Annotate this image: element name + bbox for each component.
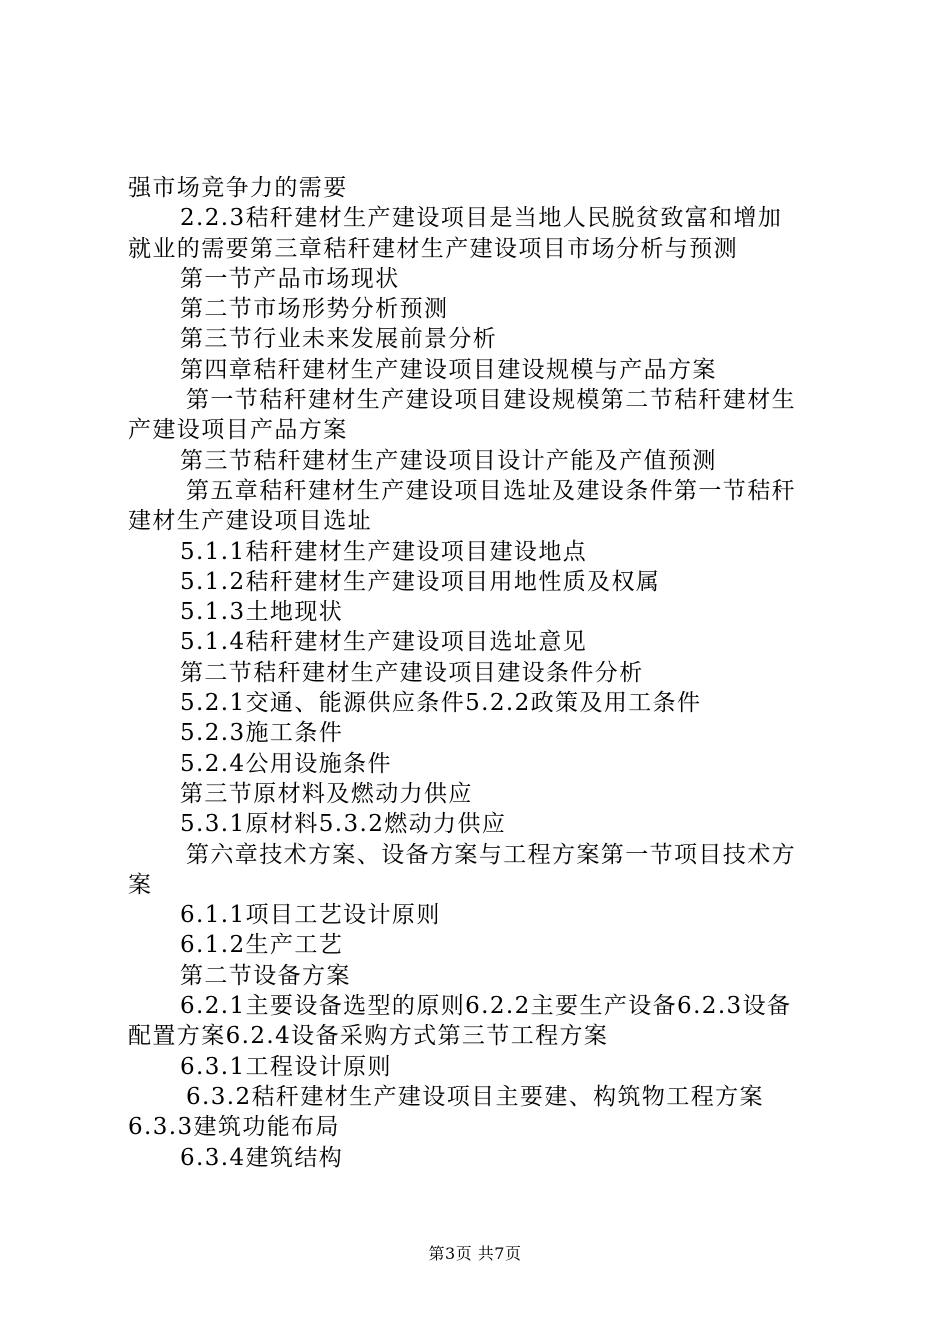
text-line-8: 第一节秸秆建材生产建设项目建设规模第二节秸秆建材生 (186, 387, 796, 414)
text-line-22: 5.3.1原材料5.3.2燃动力供应 (180, 811, 507, 838)
text-line-3: 就业的需要第三章秸秆建材生产建设项目市场分析与预测 (128, 235, 738, 262)
text-line-1: 强市场竞争力的需要 (128, 175, 348, 201)
text-line-7: 第四章秸秆建材生产建设项目建设规模与产品方案 (180, 356, 717, 383)
text-line-17: 第二节秸秆建材生产建设项目建设条件分析 (180, 659, 644, 686)
text-line-28: 6.2.1主要设备选型的原则6.2.2主要生产设备6.2.3设备 (180, 993, 792, 1020)
text-line-25: 6.1.1项目工艺设计原则 (180, 902, 441, 929)
text-line-12: 建材生产建设项目选址 (128, 508, 372, 535)
text-line-26: 6.1.2生产工艺 (180, 932, 344, 959)
text-line-16: 5.1.4秸秆建材生产建设项目选址意见 (180, 629, 588, 656)
text-line-24: 案 (128, 871, 153, 898)
text-line-29: 配置方案6.2.4设备采购方式第三节工程方案 (128, 1023, 609, 1050)
page-footer: 第3页 共7页 (428, 1244, 522, 1263)
text-line-9: 产建设项目产品方案 (128, 417, 348, 444)
text-line-15: 5.1.3土地现状 (180, 599, 344, 626)
text-line-21: 第三节原材料及燃动力供应 (180, 780, 473, 807)
text-line-13: 5.1.1秸秆建材生产建设项目建设地点 (180, 538, 588, 565)
text-line-11: 第五章秸秆建材生产建设项目选址及建设条件第一节秸秆 (186, 477, 796, 504)
text-line-4: 第一节产品市场现状 (180, 265, 400, 292)
text-line-27: 第二节设备方案 (180, 962, 351, 989)
text-line-23: 第六章技术方案、设备方案与工程方案第一节项目技术方 (186, 841, 796, 868)
text-line-20: 5.2.4公用设施条件 (180, 750, 392, 777)
text-line-33: 6.3.4建筑结构 (180, 1144, 344, 1171)
text-line-18: 5.2.1交通、能源供应条件5.2.2政策及用工条件 (180, 690, 702, 717)
text-line-19: 5.2.3施工条件 (180, 720, 344, 747)
document-body (128, 173, 832, 1173)
text-line-14: 5.1.2秸秆建材生产建设项目用地性质及权属 (180, 568, 661, 595)
text-line-31: 6.3.2秸秆建材生产建设项目主要建、构筑物工程方案 (186, 1083, 764, 1110)
text-line-5: 第二节市场形势分析预测 (180, 296, 449, 323)
text-line-10: 第三节秸秆建材生产建设项目设计产能及产值预测 (180, 447, 717, 474)
text-line-30: 6.3.1工程设计原则 (180, 1053, 392, 1080)
text-line-6: 第三节行业未来发展前景分析 (180, 326, 498, 353)
text-line-32: 6.3.3建筑功能布局 (128, 1114, 340, 1141)
text-line-2: 2.2.3秸秆建材生产建设项目是当地人民脱贫致富和增加 (180, 205, 783, 232)
